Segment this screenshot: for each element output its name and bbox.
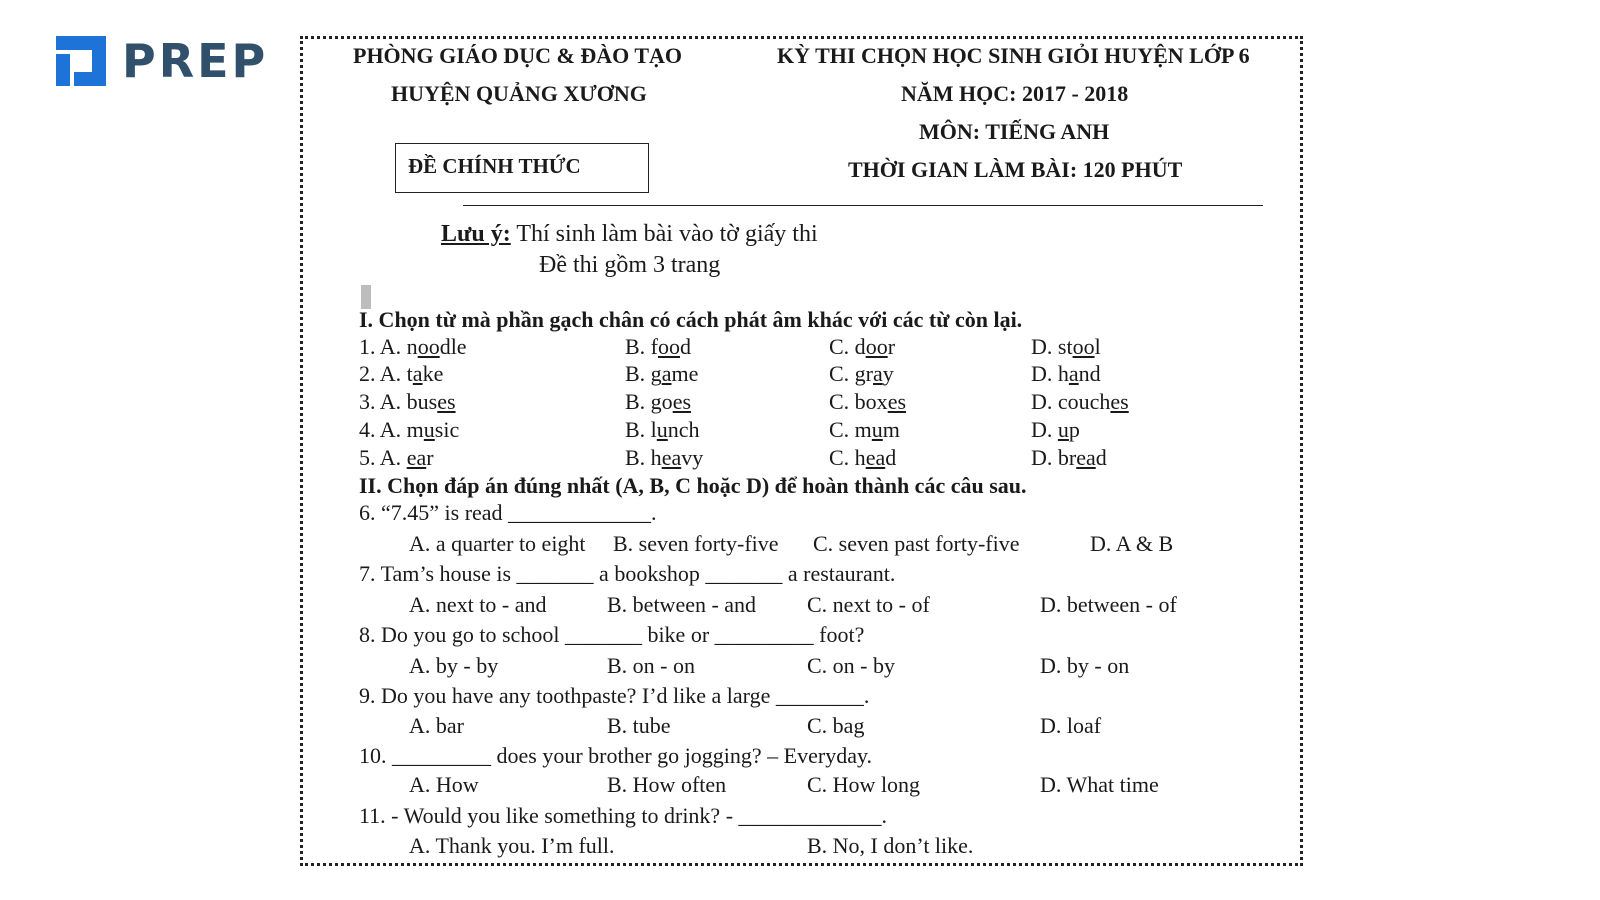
q5-option-a: 5. A. ear [359,445,434,470]
note-text-1: Thí sinh làm bài vào tờ giấy thi [510,221,818,247]
q6-option-a: A. a quarter to eight [409,531,586,556]
q9-option-d: D. loaf [1040,713,1102,738]
q8-stem: 8. Do you go to school _______ bike or _________ foot? [359,622,865,647]
q1-option-b: B. food [625,334,691,359]
q11-option-b: B. No, I don’t like. [807,833,974,858]
prep-logo [52,32,268,90]
q3-option-c: C. boxes [829,389,907,414]
prep-logo-text: PREP [122,34,269,88]
q10-option-d: D. What time [1040,772,1159,797]
official-exam-box [395,143,649,193]
margin-mark [361,285,371,309]
q10-option-b: B. How often [607,772,727,797]
note-line-1 [441,221,818,248]
q3-option-a: 3. A. buses [359,389,456,414]
note-line-2: Đề thi gồm 3 trang [539,252,721,278]
section-2-title: II. Chọn đáp án đúng nhất (A, B, C hoặc D) để hoàn thành các câu sau. [359,473,1027,498]
exam-title: KỲ THI CHỌN HỌC SINH GIỎI HUYỆN LỚP 6 [777,43,1250,68]
q7-option-d: D. between - of [1040,592,1177,617]
q6-option-c: C. seven past forty-five [813,531,1020,556]
q7-option-a: A. next to - and [409,592,547,617]
q7-stem: 7. Tam’s house is _______ a bookshop _______ a restaurant. [359,561,896,586]
q5-option-b: B. heavy [625,445,704,470]
q1-option-a: 1. A. noodle [359,334,467,359]
q4-option-a: 4. A. music [359,417,460,442]
q9-option-c: C. bag [807,713,865,738]
q10-option-c: C. How long [807,772,921,797]
q2-option-a: 2. A. take [359,361,444,386]
q6-stem: 6. “7.45” is read _____________. [359,500,657,525]
school-year: NĂM HỌC: 2017 - 2018 [901,81,1129,106]
q7-option-c: C. next to - of [807,592,930,617]
q3-option-d: D. couches [1031,389,1129,414]
q11-stem: 11. - Would you like something to drink? - _____________. [359,803,888,828]
q3-option-b: B. goes [625,389,692,414]
subject: MÔN: TIẾNG ANH [919,119,1110,144]
exam-document [300,36,1303,866]
q9-option-b: B. tube [607,713,671,738]
district-title: HUYỆN QUẢNG XƯƠNG [391,81,647,106]
q9-stem: 9. Do you have any toothpaste? I’d like a large ________. [359,683,870,708]
q2-option-b: B. game [625,361,699,386]
department-title: PHÒNG GIÁO DỤC & ĐÀO TẠO [353,43,682,68]
q8-option-c: C. on - by [807,653,895,678]
q10-stem: 10. _________ does your brother go jogging? – Everyday. [359,743,873,768]
q10-option-a: A. How [409,772,479,797]
q9-option-a: A. bar [409,713,464,738]
q5-option-d: D. bread [1031,445,1107,470]
prep-logo-icon [52,32,110,90]
q6-option-b: B. seven forty-five [613,531,779,556]
header-divider [463,205,1263,206]
q4-option-c: C. mum [829,417,900,442]
note-label: Lưu ý: [441,221,511,247]
q7-option-b: B. between - and [607,592,757,617]
q11-option-a: A. Thank you. I’m full. [409,833,615,858]
q2-option-d: D. hand [1031,361,1101,386]
q2-option-c: C. gray [829,361,894,386]
q8-option-a: A. by - by [409,653,499,678]
q4-option-b: B. lunch [625,417,700,442]
time-limit: THỜI GIAN LÀM BÀI: 120 PHÚT [848,157,1183,182]
q1-option-c: C. door [829,334,896,359]
q8-option-b: B. on - on [607,653,695,678]
q8-option-d: D. by - on [1040,653,1130,678]
official-exam-label: ĐỀ CHÍNH THỨC [408,154,581,178]
q5-option-c: C. head [829,445,897,470]
q6-option-d: D. A & B [1090,531,1174,556]
q1-option-d: D. stool [1031,334,1101,359]
q4-option-d: D. up [1031,417,1080,442]
section-1-title: I. Chọn từ mà phần gạch chân có cách phát âm khác với các từ còn lại. [359,307,1023,332]
